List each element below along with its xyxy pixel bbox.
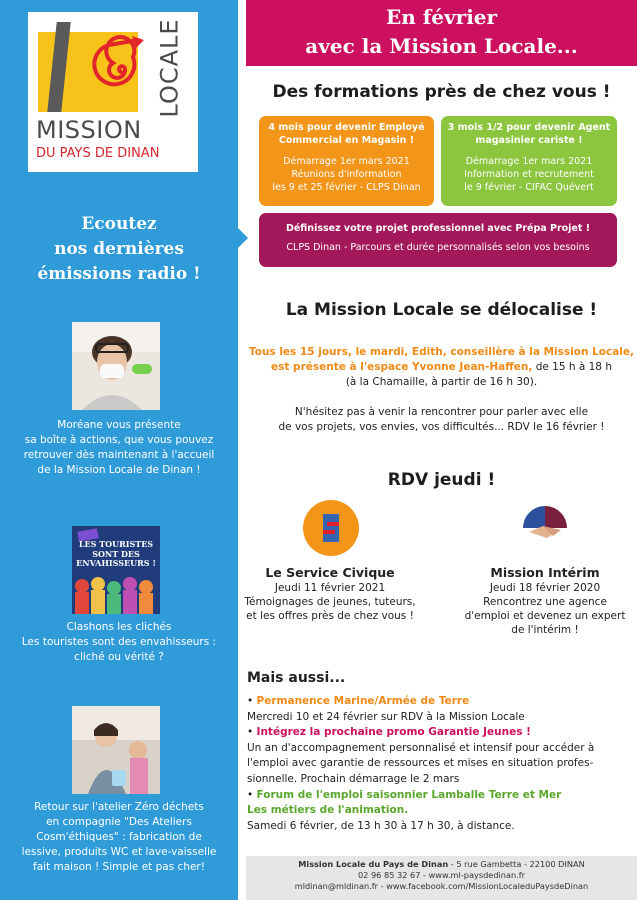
radio-caption-1: Moréane vous présente sa boîte à actions, que vous pouvez retrouver dès maintenant à l'accueil de la Mission Locale de Dinan !: [23, 419, 215, 476]
mais-aussi-heading: Mais aussi...: [247, 670, 346, 686]
service-civique-icon: [303, 500, 359, 556]
footer-mail-facebook[interactable]: mldinan@mldinan.fr - www.facebook.com/MissionLocaleduPaysdeDinan: [294, 881, 589, 891]
mais-aussi-list: • Permanence Marine/Armée de Terre Mercredi 10 et 24 février sur RDV à la Mission Locale • Intégrez la prochaine promo Garantie Jeunes ! Un an d'accompagnement personnalisé et intensif pour accéder à l'emploi avec garantie de ressources et mises en situation profes- sionnelle. Prochain démarrage le 2 mars • Forum de l'emploi saisonnier Lamballe Terre et Mer Les métiers de l'animation. Samedi 6 février, de 13 h 30 à 17 h 30, à distance.: [247, 694, 619, 834]
service-civique-logo: [303, 500, 359, 556]
rdv-heading: RDV jeudi !: [387, 470, 496, 490]
mission-locale-logo: [28, 12, 198, 172]
logo-subtitle: DU PAYS DE DINAN: [36, 146, 160, 161]
touristes-badge-text: LES TOURISTES SONT DES ENVAHISSEURS !: [76, 539, 156, 568]
prepa-projet-body: CLPS Dinan - Parcours et durée personnalisés selon vos besoins: [286, 242, 590, 253]
radio-caption-2: Clashons les clichés Les touristes sont des envahisseurs : cliché ou vérité ?: [21, 621, 217, 663]
radio-thumbnail-atelier[interactable]: [72, 706, 160, 794]
person-photo-icon: [72, 322, 160, 410]
logo-mission-text: MISSION: [36, 116, 142, 144]
logo-spiral-icon: [86, 34, 156, 104]
left-column: [0, 0, 238, 900]
formation-cariste-card[interactable]: 3 mois 1/2 pour devenir Agent magasinier cariste ! Démarrage 1er mars 2021 Information et recrutement le 9 février - CIFAC Quévert: [441, 116, 617, 206]
logo-locale-text: LOCALE: [156, 18, 184, 118]
footer-contact: Mission Locale du Pays de Dinan - 5 rue Gambetta - 22100 DINAN 02 96 85 32 67 - www.ml-paysdedinan.fr mldinan@mldinan.fr - www.facebook.com/MissionLocaleduPaysdeDinan: [246, 856, 637, 900]
workshop-photo-icon: [72, 706, 160, 794]
radio-caption-3: Retour sur l'atelier Zéro déchets en compagnie "Des Ateliers Cosm'éthiques" : fabrication de lessive, produits WC et lave-vaisselle fait maison ! Simple et pas cher!: [21, 801, 217, 873]
mission-interim-event: Mission Intérim Jeudi 18 février 2020 Rencontrez une agence d'emploi et devenez un expert de l'intérim !: [464, 565, 626, 636]
page-title: En février avec la Mission Locale...: [246, 0, 637, 66]
formations-heading: Des formations près de chez vous !: [272, 82, 611, 102]
service-civique-event: Le Service Civique Jeudi 11 février 2021 Témoignages de jeunes, tuteurs, et les offres près de chez vous !: [244, 565, 416, 622]
mission-interim-logo: [517, 500, 573, 556]
left-column-pointer: [238, 228, 248, 248]
delocalise-text: Tous les 15 jours, le mardi, Edith, conseillère à la Mission Locale, est présente à l'espace Yvonne Jean-Haffen, de 15 h à 18 h (à la Chamaille, à partir de 16 h 30). N'hésitez pas à venir la rencontrer pour parler avec elle de vos projets, vos envies, vos difficultés... RDV le 16 février !: [248, 346, 635, 433]
list-item: • Forum de l'emploi saisonnier Lamballe Terre et Mer: [247, 788, 562, 801]
radio-thumbnail-moreane[interactable]: [72, 322, 160, 410]
list-item: • Permanence Marine/Armée de Terre: [247, 695, 470, 707]
delocalise-heading: La Mission Locale se délocalise !: [285, 300, 598, 320]
formation-cariste-title: 3 mois 1/2 pour devenir Agent magasinier cariste !: [447, 122, 611, 146]
radio-heading: Ecoutez nos dernières émissions radio !: [37, 214, 201, 284]
formation-employe-title: 4 mois pour devenir Employé Commercial en Magasin !: [268, 122, 425, 146]
prepa-projet-title: Définissez votre projet professionnel avec Prépa Projet !: [285, 223, 591, 234]
radio-thumbnail-touristes[interactable]: [72, 526, 160, 614]
handshake-icon: [517, 500, 573, 556]
footer-phone-web[interactable]: 02 96 85 32 67 - www.ml-paysdedinan.fr: [357, 870, 526, 880]
formation-employe-card[interactable]: 4 mois pour devenir Employé Commercial en Magasin ! Démarrage 1er mars 2021 Réunions d'information les 9 et 25 février - CLPS Dinan: [259, 116, 434, 206]
list-item: • Intégrez la prochaine promo Garantie Jeunes !: [247, 726, 531, 739]
prepa-projet-card[interactable]: [259, 213, 617, 267]
